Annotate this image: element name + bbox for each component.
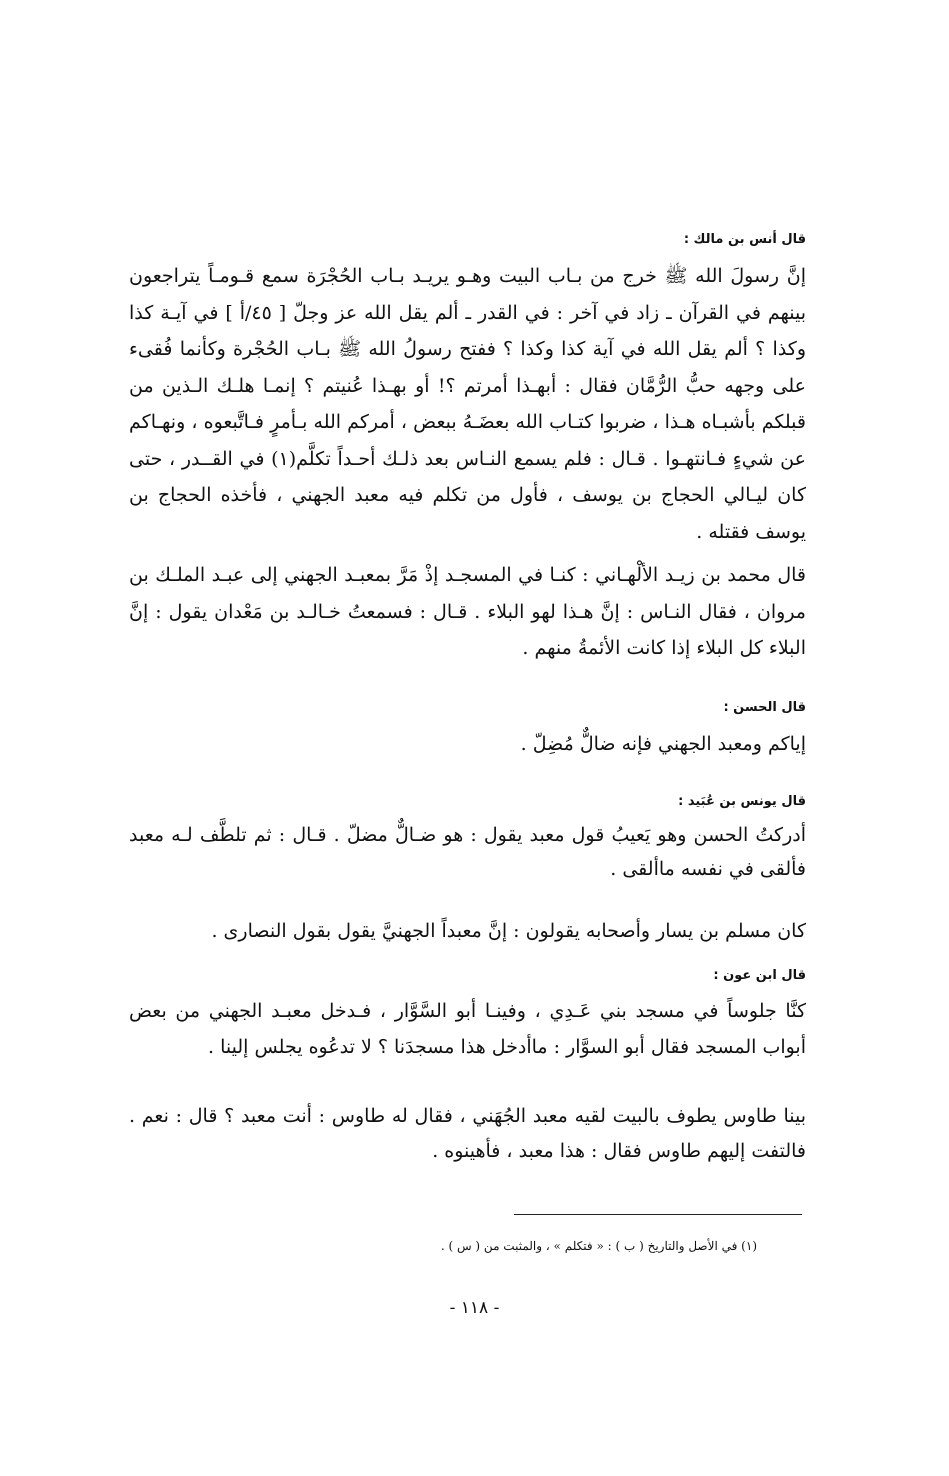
section-alhani — [129, 557, 806, 667]
section-tawus — [129, 1099, 806, 1169]
section-paragraph: إنَّ رسولَ الله ﷺ خرج من بـاب البيت وهـو يريـد بـاب الحُجْرَة سمع قـومـاً يتراجعون بينهم في القرآن ـ زاد في آخر : في القدر ـ ألم يقل الله عز وجلّ [ ٤٥/أ ] في آيـة كذا وكذا ؟ ألم يقل الله في آية كذا وكذا ؟ ففتح رسولُ الله ﷺ بـاب الحُجْرة وكأنما فُقىء على وجهه حبُّ الرُّمَّان فقال : أبهـذا أمرتم ؟! أو بهـذا عُنيتم ؟ إنمـا هلـك الـذين من قبلكم بأشبـاه هـذا ، ضربوا كتـاب الله بعضَـهُ ببعض ، أمركم الله بـأمرٍ فـاتَّبعوه ، ونهـاكم عن شيءٍ فـانتهـوا . قـال : فلم يسمع النـاس بعد ذلـك أحـداً تكلَّم(١) في القــدر ، حتى كان ليـالي الحجاج بن يوسف ، فأول من تكلم فيه معبد الجهني ، فأخذه الحجاج بن يوسف فقتله . — [129, 265, 806, 543]
section-paragraph: كان مسلم بن يسار وأصحابه يقولون : إنَّ معبداً الجهنيَّ يقول بقول النصارى . — [211, 920, 806, 942]
footnote-divider — [514, 1214, 802, 1215]
section-paragraph: أدركتُ الحسن وهو يَعيبُ قول معبد يقول : هو ضـالٌّ مضلّ . قـال : ثم تلطَّف لـه معبد فألقى في نفسه ماألقى . — [129, 824, 806, 880]
section-paragraph: قال محمد بن زيـد الألْهـاني : كنـا في المسجـد إذْ مَرَّ بمعبـد الجهني إلى عبـد الملـك بن مروان ، فقال النـاس : إنَّ هـذا لهو البلاء . قـال : فسمعتُ خـالـد بن مَعْدان يقول : إنَّ البلاء كل البلاء إذا كانت الأئمةُ منهم . — [129, 564, 806, 659]
section-paragraph: إياكم ومعبد الجهني فإنه ضالٌّ مُضِلّ . — [520, 733, 806, 755]
section-paragraph: كنَّا جلوساً في مسجد بني عَـدِي ، وفينـا أبو السَّوَّار ، فـدخل معبـد الجهني من بعض أبواب المسجد فقال أبو السوَّار : ماأدخل هذا مسجدَنا ؟ لا تدعُوه يجلس إلينا . — [129, 1000, 806, 1058]
section-heading: قال يونس بن عُبَيد : — [678, 794, 806, 809]
page-number: - ١١٨ - — [449, 1298, 500, 1318]
section-anas — [129, 230, 806, 550]
section-yunus — [129, 792, 806, 886]
section-hasan — [129, 698, 806, 763]
section-heading: قال الحسن : — [723, 700, 806, 715]
section-paragraph: بينا طاوس يطوف بالبيت لقيه معبد الجُهَني ، فقال له طاوس : أنت معبد ؟ قال : نعم . فالتفت إليهم طاوس فقال : هذا معبد ، فأهينوه . — [129, 1105, 806, 1162]
section-heading: قال ابن عون : — [713, 968, 806, 983]
section-heading: قال أنس بن مالك : — [683, 232, 806, 247]
section-ibn-awn — [129, 966, 806, 1065]
section-muslim — [129, 913, 806, 950]
footnote: (١) في الأصل والتاريخ ( ب ) : « فتكلم » ، والمثبت من ( س ) . — [440, 1239, 757, 1253]
